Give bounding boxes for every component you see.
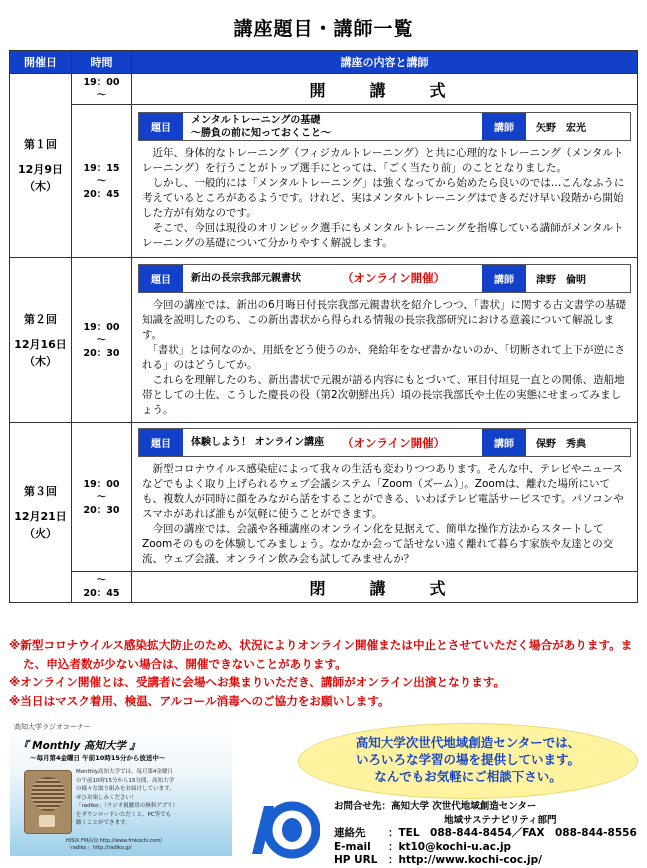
- topic-bar: [138, 428, 631, 457]
- topic-title: 新出の長宗我部元親書状: [191, 272, 301, 284]
- closing-ceremony: 閉 講 式: [132, 572, 638, 603]
- topic-title: メンタルトレーニングの基礎 ～勝負の前に知っておくこと～: [191, 114, 331, 139]
- time-tilde: ～: [96, 334, 107, 346]
- lecturer-label: 講師: [482, 429, 526, 456]
- time-start: 19：15: [83, 162, 120, 174]
- online-badge: （オンライン開催）: [342, 271, 446, 285]
- time-tilde: ～: [96, 90, 107, 101]
- contact-dept: 地域サステナビリティ部門: [444, 814, 557, 826]
- opening-time: [72, 74, 132, 105]
- lecturer-name: 保野 秀典: [536, 439, 586, 450]
- session-dow: （木）: [24, 180, 57, 193]
- topic-title: 体験しよう！ オンライン講座: [191, 437, 325, 448]
- notice-item: ※当日はマスク着用、検温、アルコール消毒へのご協力をお願いします。: [9, 693, 390, 708]
- lecturer-name: 津野 倫明: [536, 274, 586, 286]
- radio-title: 『 Monthly 高知大学 』: [18, 740, 141, 752]
- session-date: 12月9日: [18, 163, 63, 176]
- header-time: 時間: [72, 51, 132, 74]
- notice-item: ※新型コロナウイルス感染拡大防止のため、状況によりオンライン開催または中止とさせていただく場合があります。また、申込者数が少ない場合は、開催できないことがあります。: [9, 638, 633, 671]
- topic-bar: [138, 264, 631, 293]
- session-row: [10, 258, 638, 423]
- closing-time: [72, 572, 132, 603]
- time-end: 20：30: [83, 347, 120, 359]
- header-content: 講座の内容と講師: [132, 51, 638, 74]
- radio-urls: HISIX FM高知 http://www.fmkochi.com/ 「radiko」 http://radiko.jp/: [66, 838, 163, 851]
- opening-row: [10, 74, 638, 105]
- notice-block: [9, 636, 639, 710]
- session-date: 12月21日: [14, 510, 67, 523]
- header-date: 開催日: [10, 51, 72, 74]
- contact-email-row: [334, 841, 640, 855]
- contact-tel-row: [334, 827, 640, 841]
- page-title: 講座題目・講師一覧: [233, 18, 414, 40]
- topic-bar: [138, 112, 631, 141]
- schedule-table: [9, 50, 638, 603]
- session-dow: （木）: [24, 354, 57, 368]
- lecturer-label: 講師: [482, 113, 526, 140]
- tel-value: ：TEL 088-844-8454／FAX 088-844-8556: [388, 827, 637, 839]
- session-1-content: [132, 105, 638, 258]
- session-number: 第１回: [24, 138, 57, 151]
- opening-ceremony: 開 講 式: [132, 74, 638, 105]
- session-3-time: [72, 423, 132, 572]
- session-1-time: [72, 105, 132, 258]
- time-tilde: ～: [96, 575, 107, 586]
- table-header: [10, 51, 638, 74]
- session-2-date: [10, 258, 72, 423]
- radio-corner-banner: [10, 720, 232, 856]
- session-3-date: [10, 423, 72, 603]
- session-number: 第２回: [24, 312, 57, 326]
- session-1-date: [10, 74, 72, 258]
- session-2-content: [132, 258, 638, 423]
- session-description: 近年、身体的なトレーニング（フィジカルトレーニング）と共に心理的なトレーニング（メンタルトレーニング）を行うことがトップ選手にとっては、「ごく当たり前」のこととなりました。 しかし、一般的には「メンタルトレーニング」は強くなってから始めたら良いのでは…こんなふうに考えているところがあるようです。けれど、実はメンタルトレーニングはできるだけ早い段階から開始した方が有効なのです。 そこで、今回は現役のオリンピック選手にもメンタルトレーニングを指導している講師がメンタルトレーニングの基礎について分かりやすく解説します。: [142, 147, 625, 249]
- radio-description: Monthly高知大学では、毎月第4金曜日の午前10時15分から15分間、高知大学の様々な取り組みをお届けしています。 ぜひお楽しみください！ 「radiko」（ラジオ視聴用の無料アプリ）をダウンロードいただくと、PC等でも聴くことができます。: [76, 769, 176, 826]
- session-3-content: [132, 423, 638, 572]
- session-dow: （火）: [24, 527, 57, 540]
- time-end: 20：45: [83, 588, 120, 599]
- hp-label: HP URL: [334, 854, 378, 866]
- session-number: 第３回: [24, 485, 57, 498]
- closing-row: [10, 572, 638, 603]
- time-end: 20：30: [83, 504, 120, 516]
- time-start: 19：00: [83, 478, 120, 490]
- email-value: ：kt10@kochi-u.ac.jp: [388, 840, 512, 853]
- contact-block: [334, 800, 640, 868]
- time-tilde: ～: [96, 175, 107, 187]
- lecturer-name: 矢野 宏光: [536, 123, 586, 134]
- lecturer-label: 講師: [482, 265, 526, 292]
- online-badge: （オンライン開催）: [342, 435, 446, 450]
- time-tilde: ～: [96, 491, 107, 503]
- session-row: [10, 105, 638, 258]
- time-start: 19：00: [83, 321, 120, 333]
- time-start: 19：00: [83, 77, 120, 88]
- contact-org: お問合せ先：高知大学 次世代地域創造センター: [334, 801, 537, 812]
- email-label: E-mail: [334, 840, 371, 853]
- contact-hp-row: [334, 854, 640, 868]
- notice-item: ※オンライン開催とは、受講者に会場へお集まりいただき、講師がオンライン出演となります。: [9, 675, 506, 689]
- hp-value: ：http://www.kochi-coc.jp/: [388, 854, 542, 866]
- tel-label: 連絡先: [334, 827, 366, 839]
- session-2-time: [72, 258, 132, 423]
- radio-corner-label: 高知大学ラジオコーナー: [14, 723, 91, 731]
- session-row: [10, 423, 638, 572]
- radio-icon: [24, 770, 72, 834]
- topic-label: 題目: [139, 113, 183, 140]
- time-end: 20：45: [83, 188, 120, 200]
- topic-label: 題目: [139, 265, 183, 292]
- session-description: 今回の講座では、新出の6月晦日付長宗我部元親書状を紹介しつつ、「書状」に関する古文書学の基礎知識を説明したのち、この新出書状から得られる情報の長宗我部研究における意義について解説します。 「書状」とは何なのか、用紙をどう使うのか、発給年をなぜ書かないのか、「切断されて上下が逆にされる」のはどうしてか。 これらを理解したのち、新出書状で元親が語る内容にもとづいて、軍目付垣見一直との関係、造船地帯としての土佐、こうした慶長の役（第2次朝鮮出兵）頃の長宗我部氏や土佐の実態にせまってみましょう。: [142, 298, 627, 416]
- session-date: 12月16日: [14, 337, 67, 351]
- radio-subtitle: ～毎月第4金曜日 午前10時15分から放送中～: [30, 754, 166, 762]
- center-message: 高知大学次世代地域創造センターでは、 いろいろな学習の場を提供しています。 なんでもお気軽にご相談下さい。: [355, 735, 581, 784]
- university-logo-icon: [244, 798, 320, 860]
- topic-label: 題目: [139, 429, 183, 456]
- center-message-bubble: [298, 723, 638, 799]
- session-description: 新型コロナウイルス感染症によって我々の生活も変わりつつあります。そんな中、テレビやニュースなどでもよく取り上げられるウェブ会議システム「Zoom（ズーム）」。Zoomは、離れた場所にいても、複数人が同時に顔をみながら話をすることができる、いわばテレビ電話サービスです。パソコンやスマホがあれば誰もが気軽に使うことができます。 今回の講座では、会議や各種講座のオンライン化を見据えて、簡単な操作方法からスタートしてZoomそのものを体験してみましょう。なかなか会って話せない遠く離れて暮らす家族や友達との交流、ウェブ会議、オンライン飲み会も試してみませんか？: [142, 463, 624, 565]
